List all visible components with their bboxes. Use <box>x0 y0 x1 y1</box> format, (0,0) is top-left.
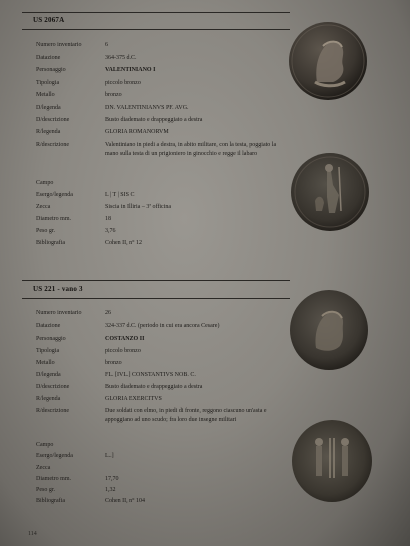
field-value: 26 <box>105 310 111 316</box>
field-label: Bibliografia <box>36 498 65 504</box>
section-title-rule <box>22 298 290 299</box>
field-label: Metallo <box>36 92 55 98</box>
field-label: Datazione <box>36 323 61 329</box>
coin-obverse-image <box>288 288 370 372</box>
field-label: Diametro mm. <box>36 476 71 482</box>
field-value: Cohen II, n° 12 <box>105 240 143 246</box>
field-value: bronzo <box>105 92 122 98</box>
field-label: Campo <box>36 442 54 448</box>
field-label: Esergo/legenda <box>36 453 73 459</box>
field-label: Bibliografia <box>36 240 65 246</box>
field-value: Busto diademato e drappeggiato a destra <box>105 384 203 390</box>
field-label: Zecca <box>36 465 51 471</box>
field-label: R/legenda <box>36 396 61 402</box>
coin-reverse-image <box>290 418 374 504</box>
field-label: Peso gr. <box>36 228 56 234</box>
field-value: 364-375 d.C. <box>105 55 137 61</box>
field-label: Peso gr. <box>36 487 56 493</box>
field-label: R/legenda <box>36 129 61 135</box>
field-value: piccolo bronzo <box>105 80 141 86</box>
field-value: 17,70 <box>105 476 119 482</box>
field-label: Zecca <box>36 204 51 210</box>
field-value: COSTANZO II <box>105 336 145 342</box>
field-value: GLORIA EXERCITVS <box>105 396 162 402</box>
field-value: DN. VALENTINIANVS PF. AVG. <box>105 105 189 111</box>
field-label: Diametro mm. <box>36 216 71 222</box>
section-title: US 221 - vano 3 <box>33 285 83 293</box>
field-value: Cohen II, n° 104 <box>105 498 146 504</box>
r-descrizione-text: Valentiniano in piedi a destra, in abito militare, con la testa, poggiato la mano sulla testa di un prigioniero in ginocchio e regge il labaro <box>105 142 277 157</box>
field-value: 1,32 <box>105 487 116 493</box>
field-label: Personaggio <box>36 336 66 342</box>
section-title-rule <box>22 29 290 30</box>
field-label: Numero inventario <box>36 42 82 48</box>
field-value: FL. [IVL.] CONSTANTIVS NOB. C. <box>105 372 196 378</box>
field-label: Personaggio <box>36 67 66 73</box>
field-label: Esergo/legenda <box>36 192 73 198</box>
field-label: D/descrizione <box>36 117 70 123</box>
field-value: Siscia in Illiria – 3ª officina <box>105 204 172 210</box>
field-label: Tipologia <box>36 80 60 86</box>
field-label: D/descrizione <box>36 384 70 390</box>
field-label: Campo <box>36 180 54 186</box>
field-label: Tipologia <box>36 348 60 354</box>
field-label: Numero inventario <box>36 310 82 316</box>
coin-obverse-image <box>287 20 369 102</box>
field-value: 324-337 d.C. (periodo in cui era ancora Cesare) <box>105 323 220 329</box>
page-number: 114 <box>28 531 37 537</box>
coin-reverse-image <box>289 151 371 233</box>
field-label: R/descrizione <box>36 142 69 148</box>
section-title: US 2067A <box>33 16 65 24</box>
field-value: 18 <box>105 216 111 222</box>
section-top-rule <box>22 12 290 13</box>
field-value: VALENTINIANO I <box>105 67 156 73</box>
field-value: 6 <box>105 42 108 48</box>
section-top-rule <box>22 280 290 281</box>
field-label: R/descrizione <box>36 408 69 414</box>
field-value: piccolo bronzo <box>105 348 141 354</box>
field-value: L | T | SIS C <box>105 192 135 198</box>
r-descrizione-text: Due soldati con elmo, in piedi di fronte, reggono ciascuno un'asta e appoggiano ad uno scudo; fra loro due insegne militari <box>105 408 267 423</box>
field-value: L..] <box>105 453 114 459</box>
field-label: D/legenda <box>36 105 61 111</box>
field-value: GLORIA ROMANORVM <box>105 129 169 135</box>
field-value: bronzo <box>105 360 122 366</box>
field-label: Metallo <box>36 360 55 366</box>
field-label: D/legenda <box>36 372 61 378</box>
field-value: Busto diademato e drappeggiato a destra <box>105 117 203 123</box>
field-label: Datazione <box>36 55 61 61</box>
field-value: 3,76 <box>105 228 116 234</box>
